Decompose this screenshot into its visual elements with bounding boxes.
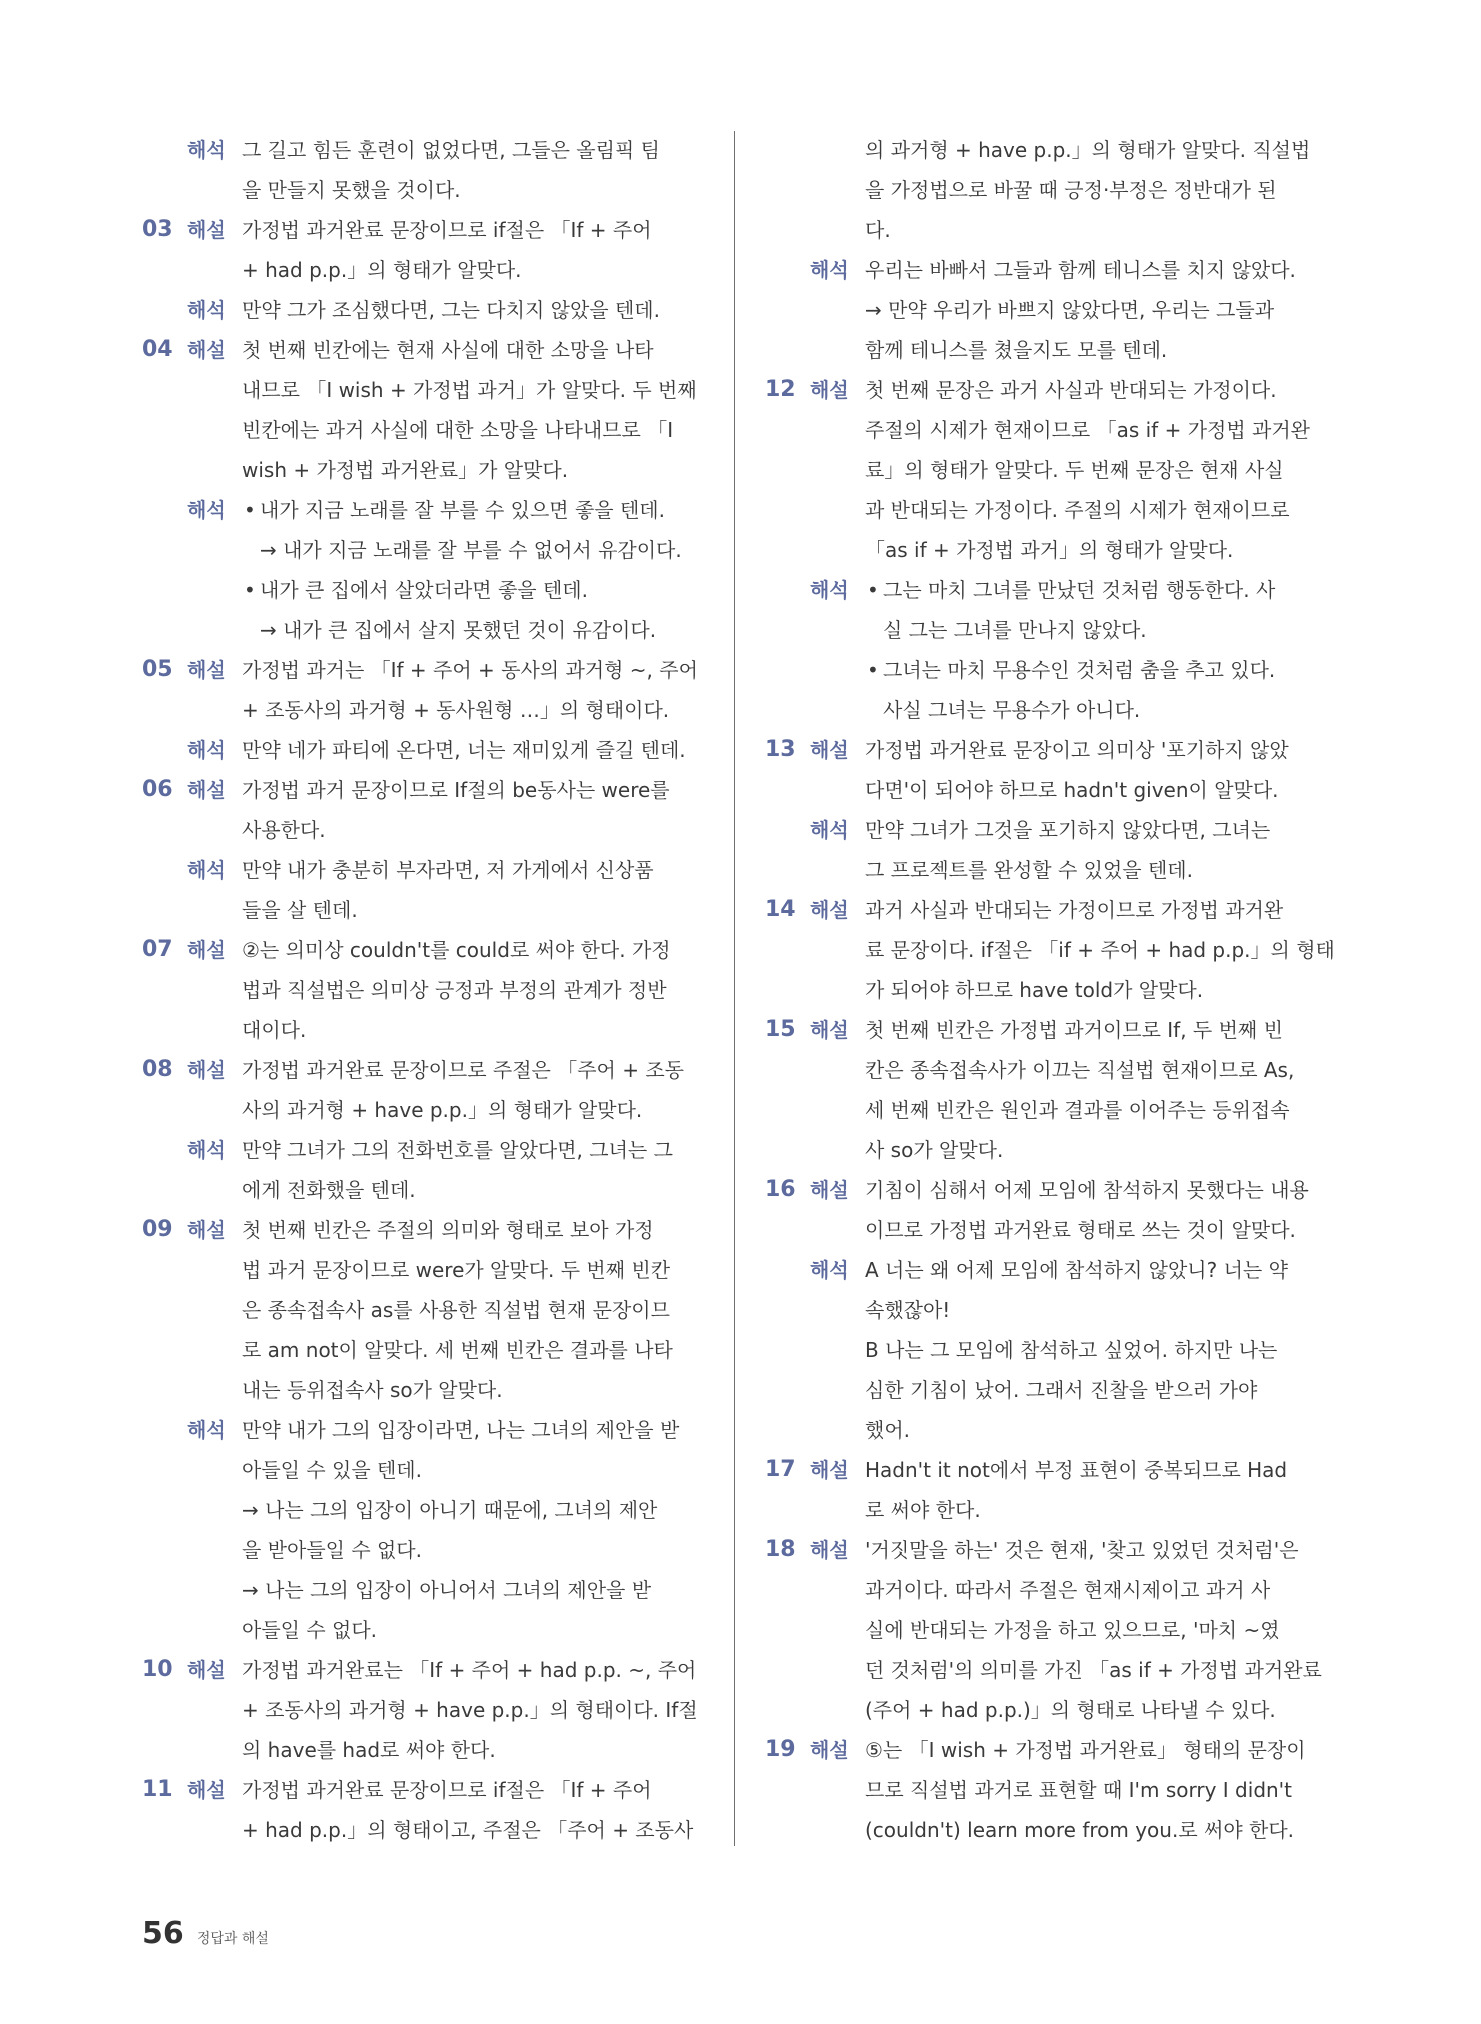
answer-entry xyxy=(765,1170,1331,1250)
text-line: 내므로 「I wish + 가정법 과거」가 알맞다. 두 번째 xyxy=(242,378,697,402)
text-line: 내가 큰 집에서 살았더라면 좋을 텐데. xyxy=(260,578,588,602)
text-line: Hadn't it not에서 부정 표현이 중복되므로 Had xyxy=(865,1458,1288,1482)
text-line: 가정법 과거는 「If + 주어 + 동사의 과거형 ~, 주어 xyxy=(242,658,698,682)
text-line: 이므로 가정법 과거완료 형태로 쓰는 것이 알맞다. xyxy=(865,1218,1296,1242)
question-number: 16 xyxy=(765,1177,796,1202)
translation-label: 해석 xyxy=(810,818,849,842)
text-line: 만약 내가 그의 입장이라면, 나는 그녀의 제안을 받 xyxy=(242,1418,680,1442)
text-line: 사실 그녀는 무용수가 아니다. xyxy=(883,698,1141,722)
answer-entry xyxy=(765,810,1331,890)
explanation-label: 해설 xyxy=(187,658,226,682)
text-line: B 나는 그 모임에 참석하고 싶었어. 하지만 나는 xyxy=(865,1338,1278,1362)
text-line: 사 so가 알맞다. xyxy=(865,1138,1004,1162)
text-line: 가정법 과거완료 문장이므로 if절은 「If + 주어 xyxy=(242,218,652,242)
explanation-label: 해설 xyxy=(810,1538,849,1562)
text-line: 사용한다. xyxy=(242,818,326,842)
question-number: 06 xyxy=(142,777,173,802)
text-line: + 조동사의 과거형 + 동사원형 …」의 형태이다. xyxy=(242,698,670,722)
answer-entry xyxy=(142,1410,704,1650)
answer-entry xyxy=(765,1250,1331,1450)
bullet-item xyxy=(865,570,1331,650)
text-line: → 나는 그의 입장이 아니기 때문에, 그녀의 제안 xyxy=(242,1498,658,1522)
text-line: 아들일 수 없다. xyxy=(242,1618,377,1642)
answer-entry xyxy=(142,730,704,770)
question-number: 11 xyxy=(142,1777,173,1802)
answer-entry xyxy=(142,210,704,290)
answer-entry xyxy=(765,1730,1331,1850)
text-line: 사의 과거형 + have p.p.」의 형태가 알맞다. xyxy=(242,1098,643,1122)
text-line: → 내가 큰 집에서 살지 못했던 것이 유감이다. xyxy=(260,618,657,642)
text-line: 므로 직설법 과거로 표현할 때 I'm sorry I didn't xyxy=(865,1778,1293,1802)
answer-entry xyxy=(765,730,1331,810)
text-line: 주절의 시제가 현재이므로 「as if + 가정법 과거완 xyxy=(865,418,1310,442)
text-line: 만약 그녀가 그의 전화번호를 알았다면, 그녀는 그 xyxy=(242,1138,673,1162)
page-number: 56 xyxy=(142,1916,184,1951)
text-line: 의 과거형 + have p.p.」의 형태가 알맞다. 직설법 xyxy=(865,138,1311,162)
text-line: → 나는 그의 입장이 아니어서 그녀의 제안을 받 xyxy=(242,1578,652,1602)
right-column xyxy=(765,130,1335,1850)
text-line: 을 받아들일 수 없다. xyxy=(242,1538,422,1562)
text-line: 아들일 수 있을 텐데. xyxy=(242,1458,422,1482)
column-divider xyxy=(734,131,735,1846)
answer-entry xyxy=(142,290,704,330)
answer-entry xyxy=(142,770,704,850)
text-line: → 만약 우리가 바쁘지 않았다면, 우리는 그들과 xyxy=(865,298,1275,322)
text-line: → 내가 지금 노래를 잘 부를 수 없어서 유감이다. xyxy=(260,538,682,562)
question-number: 12 xyxy=(765,377,796,402)
answer-entry xyxy=(142,930,704,1050)
bullet-dot: • xyxy=(244,578,256,602)
text-line: 의 have를 had로 써야 한다. xyxy=(242,1738,496,1762)
explanation-label: 해설 xyxy=(187,1218,226,1242)
text-line: (couldn't) learn more from you.로 써야 한다. xyxy=(865,1818,1295,1842)
text-line: 세 번째 빈칸은 원인과 결과를 이어주는 등위접속 xyxy=(865,1098,1290,1122)
question-number: 09 xyxy=(142,1217,173,1242)
text-line: 기침이 심해서 어제 모임에 참석하지 못했다는 내용 xyxy=(865,1178,1309,1202)
text-line: ⑤는 「I wish + 가정법 과거완료」 형태의 문장이 xyxy=(865,1738,1306,1762)
text-line: 로 써야 한다. xyxy=(865,1498,981,1522)
translation-label: 해석 xyxy=(810,258,849,282)
bullet-item xyxy=(242,490,704,570)
text-line: 가정법 과거완료는 「If + 주어 + had p.p. ~, 주어 xyxy=(242,1658,697,1682)
answer-entry xyxy=(765,1530,1331,1730)
text-line: (주어 + had p.p.)」의 형태로 나타낼 수 있다. xyxy=(865,1698,1276,1722)
text-line: 만약 그가 조심했다면, 그는 다치지 않았을 텐데. xyxy=(242,298,660,322)
text-line: 칸은 종속접속사가 이끄는 직설법 현재이므로 As, xyxy=(865,1058,1295,1082)
text-line: 우리는 바빠서 그들과 함께 테니스를 치지 않았다. xyxy=(865,258,1296,282)
text-line: 료」의 형태가 알맞다. 두 번째 문장은 현재 사실 xyxy=(865,458,1284,482)
answer-entry xyxy=(142,1650,704,1770)
text-line: A 너는 왜 어제 모임에 참석하지 않았니? 너는 약 xyxy=(865,1258,1288,1282)
bullet-item xyxy=(242,570,704,650)
explanation-label: 해설 xyxy=(187,778,226,802)
answer-entry xyxy=(765,370,1331,570)
text-line: 첫 번째 빈칸에는 현재 사실에 대한 소망을 나타 xyxy=(242,338,654,362)
explanation-label: 해설 xyxy=(810,1458,849,1482)
answer-entry xyxy=(765,570,1331,730)
bullet-dot: • xyxy=(867,658,879,682)
explanation-label: 해설 xyxy=(810,1738,849,1762)
answer-entry xyxy=(765,250,1331,370)
translation-label: 해석 xyxy=(187,498,226,522)
text-line: 로 am not이 알맞다. 세 번째 빈칸은 결과를 나타 xyxy=(242,1338,673,1362)
answer-entry xyxy=(142,1210,704,1410)
text-line: wish + 가정법 과거완료」가 알맞다. xyxy=(242,458,569,482)
bullet-dot: • xyxy=(867,578,879,602)
text-line: 가 되어야 하므로 have told가 알맞다. xyxy=(865,978,1204,1002)
text-line: 그는 마치 그녀를 만났던 것처럼 행동한다. 사 xyxy=(883,578,1276,602)
question-number: 15 xyxy=(765,1017,796,1042)
question-number: 13 xyxy=(765,737,796,762)
text-line: + had p.p.」의 형태가 알맞다. xyxy=(242,258,522,282)
text-line: 만약 그녀가 그것을 포기하지 않았다면, 그녀는 xyxy=(865,818,1271,842)
translation-label: 해석 xyxy=(187,858,226,882)
text-line: 했어. xyxy=(865,1418,910,1442)
text-line: 첫 번째 빈칸은 가정법 과거이므로 If, 두 번째 빈 xyxy=(865,1018,1283,1042)
text-line: 법과 직설법은 의미상 긍정과 부정의 관계가 정반 xyxy=(242,978,667,1002)
text-line: 그 길고 힘든 훈련이 없었다면, 그들은 올림픽 팀 xyxy=(242,138,660,162)
question-number: 05 xyxy=(142,657,173,682)
translation-label: 해석 xyxy=(810,1258,849,1282)
text-line: 과 반대되는 가정이다. 주절의 시제가 현재이므로 xyxy=(865,498,1290,522)
text-line: 함께 테니스를 쳤을지도 모를 텐데. xyxy=(865,338,1168,362)
text-line: 실에 반대되는 가정을 하고 있으므로, '마치 ~였 xyxy=(865,1618,1280,1642)
text-line: 과거 사실과 반대되는 가정이므로 가정법 과거완 xyxy=(865,898,1284,922)
text-line: 그녀는 마치 무용수인 것처럼 춤을 추고 있다. xyxy=(883,658,1276,682)
question-number: 17 xyxy=(765,1457,796,1482)
text-line: ②는 의미상 couldn't를 could로 써야 한다. 가정 xyxy=(242,938,671,962)
text-line: 다. xyxy=(865,218,891,242)
explanation-label: 해설 xyxy=(810,1018,849,1042)
translation-label: 해석 xyxy=(187,1418,226,1442)
text-line: 내가 지금 노래를 잘 부를 수 있으면 좋을 텐데. xyxy=(260,498,665,522)
footer-text: 정답과 해설 xyxy=(196,1931,269,1947)
text-line: 료 문장이다. if절은 「if + 주어 + had p.p.」의 형태 xyxy=(865,938,1335,962)
answer-entry xyxy=(765,1450,1331,1530)
text-line: + had p.p.」의 형태이고, 주절은 「주어 + 조동사 xyxy=(242,1818,694,1842)
text-line: 내는 등위접속사 so가 알맞다. xyxy=(242,1378,503,1402)
question-number: 19 xyxy=(765,1737,796,1762)
text-line: 대이다. xyxy=(242,1018,307,1042)
page-footer xyxy=(142,1916,269,1951)
left-column xyxy=(142,130,704,1850)
text-line: '거짓말을 하는' 것은 현재, '찾고 있었던 것처럼'은 xyxy=(865,1538,1299,1562)
text-line: 법 과거 문장이므로 were가 알맞다. 두 번째 빈칸 xyxy=(242,1258,671,1282)
text-line: 가정법 과거완료 문장이므로 if절은 「If + 주어 xyxy=(242,1778,652,1802)
translation-label: 해석 xyxy=(810,578,849,602)
text-line: 심한 기침이 났어. 그래서 진찰을 받으러 가야 xyxy=(865,1378,1258,1402)
explanation-label: 해설 xyxy=(810,378,849,402)
text-line: 을 만들지 못했을 것이다. xyxy=(242,178,461,202)
bullet-item xyxy=(865,650,1331,730)
explanation-label: 해설 xyxy=(187,1058,226,1082)
answer-entry xyxy=(142,1050,704,1130)
translation-label: 해석 xyxy=(187,298,226,322)
bullet-dot: • xyxy=(244,498,256,522)
text-line: 만약 네가 파티에 온다면, 너는 재미있게 즐길 텐데. xyxy=(242,738,686,762)
question-number: 18 xyxy=(765,1537,796,1562)
text-line: 다면'이 되어야 하므로 hadn't given이 알맞다. xyxy=(865,778,1279,802)
text-line: 만약 내가 충분히 부자라면, 저 가게에서 신상품 xyxy=(242,858,654,882)
explanation-label: 해설 xyxy=(187,1778,226,1802)
text-line: 첫 번째 빈칸은 주절의 의미와 형태로 보아 가정 xyxy=(242,1218,654,1242)
answer-entry xyxy=(142,1130,704,1210)
text-line: 은 종속접속사 as를 사용한 직설법 현재 문장이므 xyxy=(242,1298,670,1322)
explanation-label: 해설 xyxy=(187,1658,226,1682)
question-number: 03 xyxy=(142,217,173,242)
text-line: 을 가정법으로 바꿀 때 긍정·부정은 정반대가 된 xyxy=(865,178,1277,202)
text-line: 들을 살 텐데. xyxy=(242,898,358,922)
translation-label: 해석 xyxy=(187,1138,226,1162)
answer-entry xyxy=(142,490,704,650)
text-line: + 조동사의 과거형 + have p.p.」의 형태이다. If절 xyxy=(242,1698,698,1722)
answer-entry xyxy=(142,650,704,730)
explanation-label: 해설 xyxy=(187,338,226,362)
explanation-label: 해설 xyxy=(810,1178,849,1202)
text-line: 그 프로젝트를 완성할 수 있었을 텐데. xyxy=(865,858,1193,882)
answer-entry xyxy=(142,850,704,930)
answer-entry xyxy=(142,1770,704,1850)
question-number: 14 xyxy=(765,897,796,922)
answer-entry xyxy=(765,130,1331,250)
text-line: 첫 번째 문장은 과거 사실과 반대되는 가정이다. xyxy=(865,378,1277,402)
question-number: 08 xyxy=(142,1057,173,1082)
explanation-label: 해설 xyxy=(187,938,226,962)
text-line: 가정법 과거완료 문장이고 의미상 '포기하지 않았 xyxy=(865,738,1289,762)
explanation-label: 해설 xyxy=(810,898,849,922)
text-line: 실 그는 그녀를 만나지 않았다. xyxy=(883,618,1147,642)
explanation-label: 해설 xyxy=(810,738,849,762)
answer-entry xyxy=(765,1010,1331,1170)
text-line: 속했잖아! xyxy=(865,1298,951,1322)
question-number: 10 xyxy=(142,1657,173,1682)
text-line: 가정법 과거완료 문장이므로 주절은 「주어 + 조동 xyxy=(242,1058,684,1082)
text-line: 에게 전화했을 텐데. xyxy=(242,1178,416,1202)
question-number: 04 xyxy=(142,337,173,362)
question-number: 07 xyxy=(142,937,173,962)
text-line: 과거이다. 따라서 주절은 현재시제이고 과거 사 xyxy=(865,1578,1271,1602)
explanation-label: 해설 xyxy=(187,218,226,242)
text-line: 빈칸에는 과거 사실에 대한 소망을 나타내므로 「I xyxy=(242,418,674,442)
answer-entry xyxy=(142,130,704,210)
text-line: 가정법 과거 문장이므로 If절의 be동사는 were를 xyxy=(242,778,670,802)
text-line: 「as if + 가정법 과거」의 형태가 알맞다. xyxy=(865,538,1234,562)
answer-entry xyxy=(765,890,1335,1010)
translation-label: 해석 xyxy=(187,738,226,762)
translation-label: 해석 xyxy=(187,138,226,162)
answer-entry xyxy=(142,330,704,490)
text-line: 던 것처럼'의 의미를 가진 「as if + 가정법 과거완료 xyxy=(865,1658,1322,1682)
